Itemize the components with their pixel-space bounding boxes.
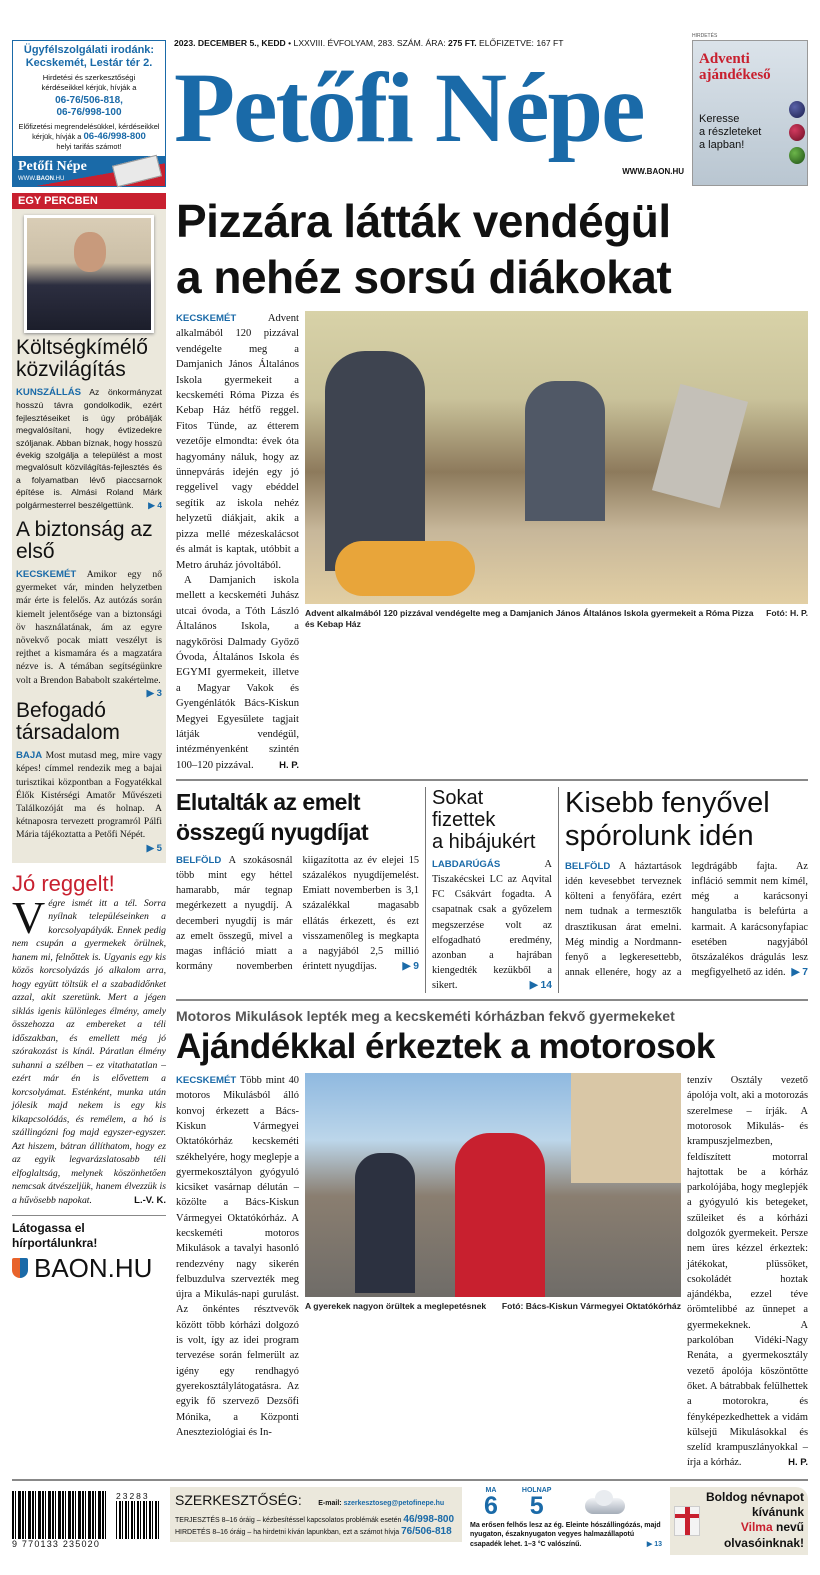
sidebar <box>12 193 166 863</box>
cloud-icon <box>585 1498 625 1514</box>
contact-ad-text: Hirdetési és szerkesztőségi kérdéseikkel kérjük, hívják a <box>41 73 137 92</box>
morning-column: Jó reggelt! Végre ismét itt a tél. Sorra nyílnak településeinken a korcsolyapályák. Ennek pedig nem csupán a gyermekek örülnek, hanem mi, felnőttek is. Ugyanis egy kis közös korcsolyázás jó alkalom arra, hogy együtt töltsük el a szabadidőnket azzal, akit szeretünk. Mert a jégen siklás igenis különleges élmény, amely összehozza az embereket a téli időszakban, és emellett még jó szórakozást is kínál. Páratlan élmény suhanni a szélben – ez vitathatatlan – ezért már én is elővettem a korcsolyámat. Esténként, munka után jólesik majd nekem is egy kis kikapcsolódás, és remélem, a hó is szállingózni fog majd egyszer-egyszer. Azt hiszem, bátran állíthatom, hogy ez az egyik legvarázslatosabb téli elfoglaltság, melynek köszönhetően nemcsak átvészeljük, hanem élvezzük is a hűvösebb napokat. L.-V. K. <box>12 870 166 1206</box>
portal-promo: Látogassa el hírportálunkra! <box>12 1221 98 1251</box>
lead-text: KECSKEMÉT Advent alkalmából 120 pizzával vendégelte meg a Damjanich János Általános Iskola gyermekeit a kecskeméti Róma Pizza és Kebap Ház hétfő reggel. Fitos Tünde, az étterem vezetője elmondta: évek óta hagyomány náluk, hogy az ünnepvárás idején egy jó reggelivel vagy ebéddel segítik az iskola nehéz helyzetű diákjait, akik a pizza mellé mézeskalácsot és almát is kaptak, utóbbit a Metro áruház jóvoltából. A Damjanich iskola mellett a kecskeméti Juhász utcai óvoda, a Tóth László Általános Iskola, a nagykőrösi Dalmady Győző Óvoda, Általános Iskola és EGYMI gyermekeit, illetve a Magyar Vakok és Gyengénlátók Bács-Kiskun Megyei Egyesülete tagjait látják vendégül, intézményenként szintén 100–120 pizzával. H. P. <box>176 313 299 771</box>
second-photo[interactable] <box>305 1073 681 1297</box>
barcode <box>12 1487 162 1550</box>
article-pension-headline[interactable]: Elutalták az emelt összegű nyugdíjat <box>176 789 369 846</box>
contact-logo-band <box>13 156 165 186</box>
sidebar-title[interactable]: Költségkímélő közvilágítás <box>16 336 148 381</box>
editorial-office-box: SZERKESZTŐSÉG: E-mail: szerkesztoseg@petofinepe.hu TERJESZTÉS 8–16 óráig – kézbesítéssel kapcsolatos problémák esetén 46/998-800 HIRDETÉS 8–16 óráig – ha hirdetni kíván lapunkban, ezt a számot hívja 76/506-818 <box>170 1487 462 1542</box>
section-label: EGY PERCBEN <box>12 193 166 209</box>
logo: Petőfi Népe <box>18 159 87 174</box>
newspaper-image <box>112 155 162 187</box>
page-ref-link[interactable]: ▶ 5 <box>146 842 162 854</box>
lead-headline[interactable]: Pizzára látták vendégül a nehéz sorsú diákokat <box>176 195 672 303</box>
barcode-number: 9 770133 235020 <box>12 1538 101 1549</box>
ornament-icon <box>789 147 805 164</box>
email-link[interactable]: szerkesztoseg@petofinepe.hu <box>343 1499 445 1507</box>
portrait-photo <box>24 215 154 333</box>
lead-photo[interactable] <box>305 311 808 604</box>
contact-title: Ügyfélszolgálati irodánk: Kecskemét, Lestár tér 2. <box>23 44 155 69</box>
article-pine-text: BELFÖLD A háztartások idén kevesebbet terveznek költeni a fenyőfára, ezért nem tudnak a termesztők drasztikusan árat emelni. Még mindig a Nordmann-fenyő a legkeresettebb, annak ellenére, hogy az a legdrágább fajta. Az infláció semmit nem kímél, még a karácsonyi hangulatba is belefúrta a karmait. A karácsonyfapiac esetében nagyjából ötszázalékos drágulás lesz megfigyelhető az idén. ▶ 7 <box>565 859 808 980</box>
sidebar-title[interactable]: Befogadó társadalom <box>16 699 120 745</box>
advert-text: Keresse a részleteket a lapban! <box>699 113 762 151</box>
masthead <box>174 30 684 187</box>
nameday-box: Boldog névnapot kívánunk Vilma nevű olvasóinknak! <box>670 1487 808 1555</box>
page-ref-link[interactable]: ▶ 3 <box>146 687 162 699</box>
article-football-headline[interactable]: Sokat fizettek a hibájukért <box>432 787 536 854</box>
sidebar-text: KUNSZÁLLÁS Az önkormányzat hosszú távra gondolkodik, ezért fejlesztéseiket is úgy próbálják megvalósítani, hogy évtizedekre szóljanak. Abban bíznak, hogy hosszú évekig szolgálja a települést a most megvalósult közvilágítás-fejlesztés és a folyamatban lévő piaccsarnok építése is. Almási Roland Márk polgármesterrel beszélgettünk. ▶ 4 <box>16 387 162 510</box>
contact-url[interactable]: WWW.BAON.HU <box>18 176 65 182</box>
second-subhead: Motoros Mikulások lepték meg a kecskeméti kórházban fekvő gyermekeket <box>176 1008 675 1025</box>
article-pine-headline[interactable]: Kisebb fenyővel spórolunk idén <box>565 787 770 853</box>
contact-sub-text: Előfizetési megrendelésükkel, kérdéseikkel kérjük, hívják a 06-46/998-800 helyi tarifás számot! <box>18 122 160 151</box>
advert <box>692 30 808 187</box>
second-headline[interactable]: Ajándékkal érkeztek a motorosok <box>176 1027 715 1067</box>
column-title: Jó reggelt! <box>12 870 115 896</box>
article-pension-text: BELFÖLD A szokásosnál több mint egy héttel hamarabb, már tegnap megérkezett a nyugdíj. A decemberi nyugdíj is már az emelt összegű, mivel a magas infláció miatt a kormány novemberben kiigazította az év elejei 15 százalékos nyugdíjemelést. Emiatt novemberben is 3,1 százalékkal magasabb ellátás érkezett, és ezt visszamenőleg is megkapta a nagyjából 2,5 millió érintett nyugdíjas. ▶ 9 <box>176 853 419 974</box>
barcode-issue: 23283 <box>116 1490 150 1501</box>
contact-box <box>12 40 166 187</box>
page-ref-link[interactable]: ▶ 7 <box>791 966 808 978</box>
second-text-right: tenzív Osztály vezető ápolója volt, aki a motorozás szerelmese – írják. A motorosok Mikulás- és krampuszjelmezben, feldíszített motorral hajtottak be a kórház parkolójába, hogy meglepjék a gyógyuló kis betegeket, szüleiket és a kórházi dolgozók gyermekeit. Persze nem üres kézzel érkeztek: játékokat, plüssöket, csokoládét hoztak ajándékba, ezzel téve örömtelibbé az ünnepet a gyermekeknek. A parkolóban Vidéki-Nagy Renáta, a gyermekosztály vezető ápolója köszöntötte őket. A bátrabbak felülhettek a motorokra, és fényképezkedhettek a vidám külsejű Mikulásokkal és szelíd krampuszlányokkal – írja a kórház. H. P. <box>687 1075 808 1469</box>
page-ref-link[interactable]: ▶ 9 <box>402 960 419 972</box>
website-link[interactable]: WWW.BAON.HU <box>622 167 684 176</box>
gift-icon <box>674 1506 700 1536</box>
contact-phones: 06-76/506-818, 06-76/998-100 <box>55 95 123 118</box>
ornament-icon <box>789 124 805 141</box>
article-football-text: LABDARÚGÁS A Tiszakécskei LC az Aqvital FC Csákvárt fogadta. A csapatnak csak a győzelem megszerzése volt az elfogadható eredmény, azonban a hajrában kiengedték kezükből a sikert. ▶ 14 <box>432 857 552 993</box>
shield-icon <box>12 1258 28 1278</box>
dropcap: V <box>12 891 46 943</box>
advert-title: Adventi ajándékeső <box>699 51 771 83</box>
masthead-title: Petőfi Népe <box>174 52 644 163</box>
sidebar-title[interactable]: A biztonság az első <box>16 518 153 564</box>
second-caption: Fotó: Bács-Kiskun Vármegyei Oktatókórház A gyerekek nagyon örültek a meglepetésnek <box>305 1301 681 1312</box>
page-ref-link[interactable]: ▶ 13 <box>646 1540 662 1548</box>
dateline: 2023. DECEMBER 5., KEDD • LXXVIII. ÉVFOLYAM, 283. SZÁM. ÁRA: 275 FT. ELŐFIZETVE: 167 FT <box>174 38 564 48</box>
weather-box: MA 6 HOLNAP 5 Ma erősen felhős lesz az ég. Eleinte hószállingózás, majd nyugaton, északnyugaton vegyes halmazállapotú csapadék lehet. 1–3 °C valószínű. ▶ 13 <box>470 1486 662 1548</box>
advert-box[interactable] <box>692 40 808 186</box>
sidebar-text: KECSKEMÉT Amikor egy nő gyermeket vár, minden helyzetben már érte is felelős. Az autózás során kiemelt jelentősége van a biztonsági öv használatának, ám az egyre növekvő pocak miatt veszélyt is rejthet a kismamára és a magzatára nézve is. A témában segítségünkre volt a Brendon Bababolt szakértelme. ▶ 3 <box>16 569 162 699</box>
sidebar-text: BAJA Most mutasd meg, mire vagy képes! címmel rendezik meg a bajai turisztikai központban a Fogyatékkal Élők Kistérségi Amatőr Művészeti Találkozóját ma és holnap. A kétnaposra tervezett programról Pálfi Mária tájékoztatta a Petőfi Népét. ▶ 5 <box>16 750 162 854</box>
second-text-left: KECSKEMÉT Több mint 40 motoros Mikulásból álló konvoj érkezett a Bács-Kiskun Vármegyei Oktatókórház kecskeméti székhelyére, hogy meglepje a gyermekosztályon gyógyuló kicsiket vasárnap délután – közölte a Bács-Kiskun Vármegyei Oktatókórház. A kecskeméti motoros Mikulások a tavalyi hasonló rendezvény nagy sikerén felbuzdulva szervezték meg újra a Mikulás-napi gurulást. Az önkéntes résztvevők között több kórházi dolgozó is volt, így az idei program tervezése során felmerült az igény egy rendhagyó gyerekosztálylátogatásra. Az egyik fő szervező Dezsőfi Mónika, a Központi Aneszteziológiai és In- <box>176 1075 299 1438</box>
page-ref-link[interactable]: ▶ 14 <box>529 979 552 991</box>
lead-caption: Fotó: H. P. Advent alkalmából 120 pizzával vendégelte meg a Damjanich János Általános Iskola gyermekeit a Róma Pizza és Kebap Ház <box>305 608 808 629</box>
advert-label: HIRDETÉS <box>692 33 718 39</box>
ornament-icon <box>789 101 805 118</box>
baon-logo[interactable]: BAON.HU <box>12 1254 166 1282</box>
page-ref-link[interactable]: ▶ 4 <box>148 499 162 510</box>
